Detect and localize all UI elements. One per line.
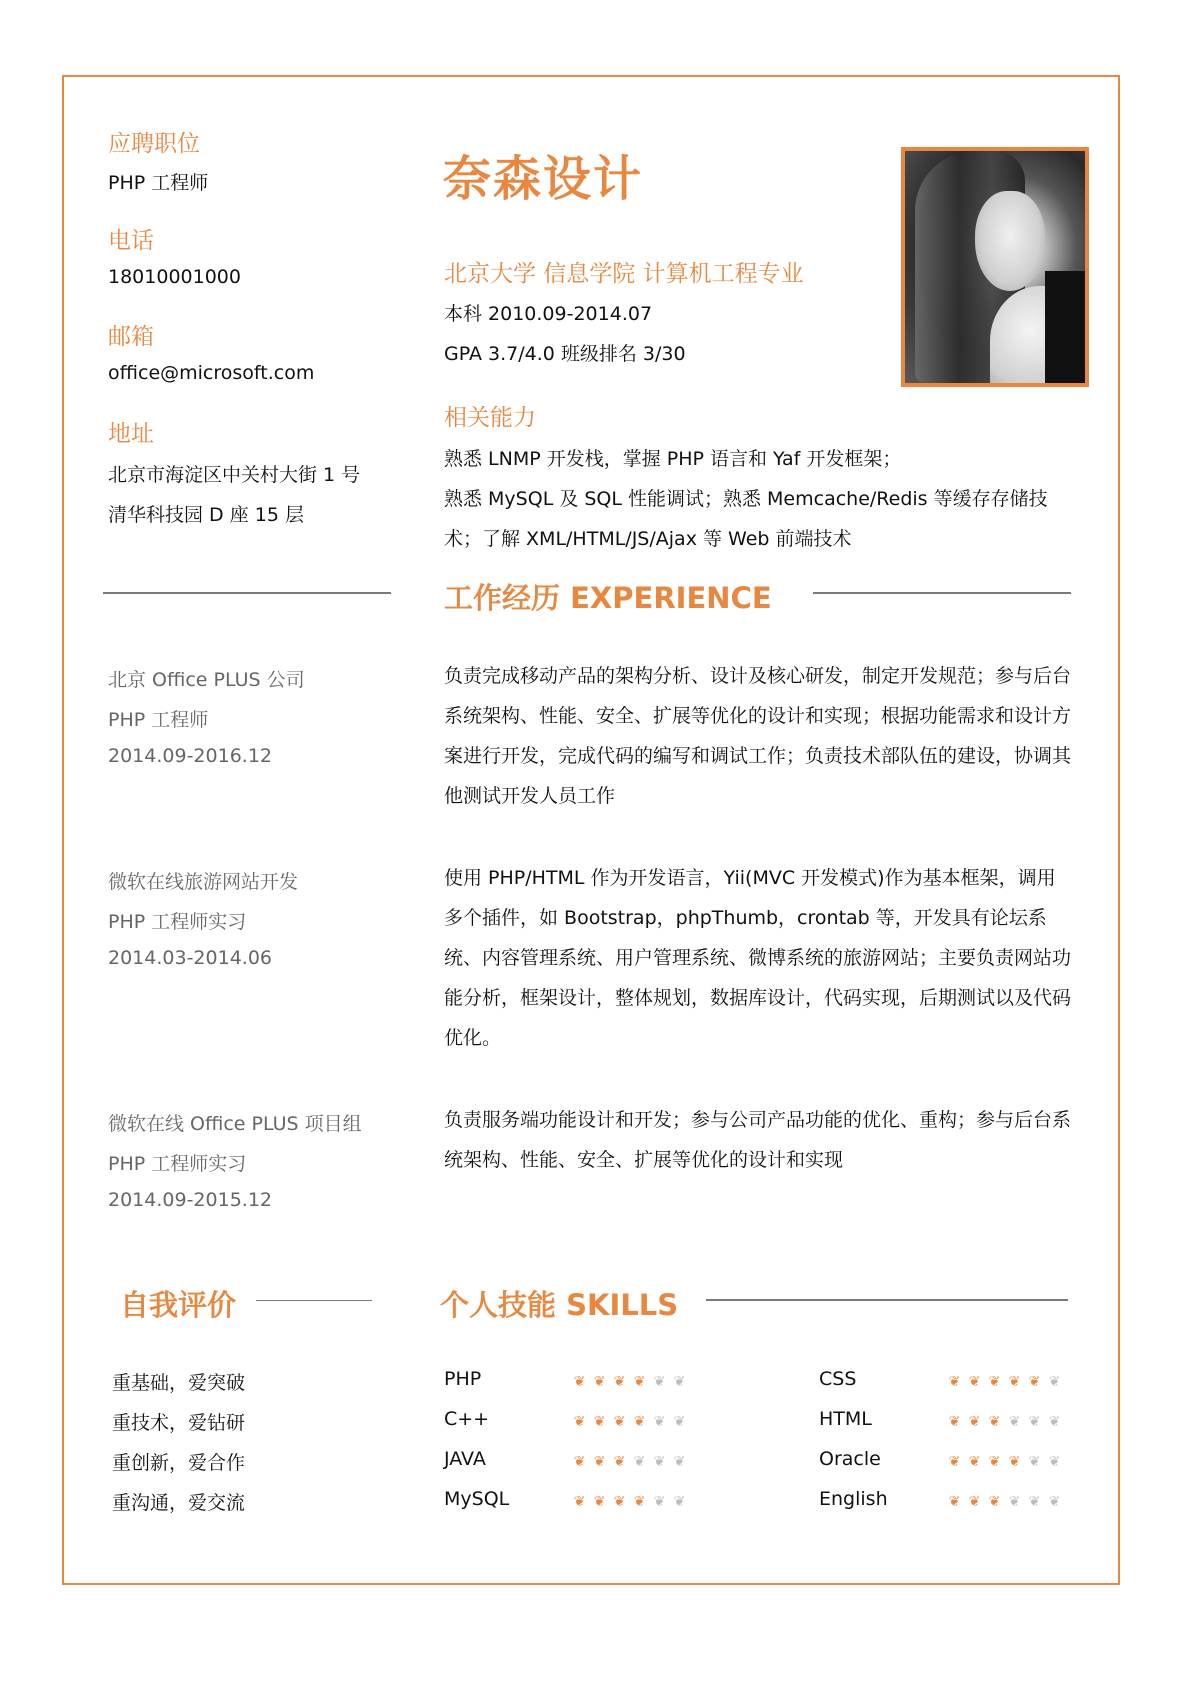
flourish-rating-icon: ❦ xyxy=(633,1414,646,1430)
experience-period: 2014.09-2016.12 xyxy=(108,745,272,767)
flourish-rating-icon: ❦ xyxy=(593,1414,606,1430)
flourish-rating-icon: ❦ xyxy=(1028,1454,1041,1470)
flourish-rating-icon: ❦ xyxy=(613,1494,626,1510)
flourish-rating-icon: ❦ xyxy=(1048,1494,1061,1510)
skill-name: HTML xyxy=(819,1408,872,1430)
flourish-rating-icon: ❦ xyxy=(673,1414,686,1430)
flourish-rating-icon: ❦ xyxy=(1008,1454,1021,1470)
skill-rating xyxy=(945,1374,1064,1390)
flourish-rating-icon: ❦ xyxy=(593,1454,606,1470)
flourish-rating-icon: ❦ xyxy=(1008,1374,1021,1390)
flourish-rating-icon: ❦ xyxy=(593,1494,606,1510)
flourish-rating-icon: ❦ xyxy=(673,1454,686,1470)
flourish-rating-icon: ❦ xyxy=(673,1374,686,1390)
flourish-rating-icon: ❦ xyxy=(1028,1374,1041,1390)
skill-rating xyxy=(570,1414,689,1430)
self-evaluation-title: 自我评价 xyxy=(120,1288,237,1322)
flourish-rating-icon: ❦ xyxy=(1008,1414,1021,1430)
flourish-rating-icon: ❦ xyxy=(1028,1414,1041,1430)
degree-period: 本科 2010.09-2014.07 xyxy=(444,303,653,325)
flourish-rating-icon: ❦ xyxy=(653,1374,666,1390)
experience-description: 负责服务端功能设计和开发；参与公司产品功能的优化、重构；参与后台系统架构、性能、安全、扩展等优化的设计和实现 xyxy=(444,1109,1072,1171)
experience-company: 微软在线 Office PLUS 项目组 xyxy=(108,1113,362,1135)
flourish-rating-icon: ❦ xyxy=(988,1454,1001,1470)
photo-face xyxy=(975,191,1045,291)
flourish-rating-icon: ❦ xyxy=(573,1494,586,1510)
photo-clothing xyxy=(1045,271,1089,387)
ability-line: 熟悉 LNMP 开发栈，掌握 PHP 语言和 Yaf 开发框架； xyxy=(444,448,902,470)
flourish-rating-icon: ❦ xyxy=(988,1494,1001,1510)
flourish-rating-icon: ❦ xyxy=(613,1454,626,1470)
skill-rating xyxy=(945,1494,1064,1510)
experience-period: 2014.03-2014.06 xyxy=(108,947,272,969)
flourish-rating-icon: ❦ xyxy=(1048,1454,1061,1470)
flourish-rating-icon: ❦ xyxy=(573,1414,586,1430)
skill-name: C++ xyxy=(444,1408,490,1430)
self-evaluation-item: 重创新，爱合作 xyxy=(112,1452,246,1474)
flourish-rating-icon: ❦ xyxy=(1028,1494,1041,1510)
flourish-rating-icon: ❦ xyxy=(988,1374,1001,1390)
self-evaluation-item: 重技术，爱钻研 xyxy=(112,1412,246,1434)
flourish-rating-icon: ❦ xyxy=(988,1414,1001,1430)
skill-rating xyxy=(945,1414,1064,1430)
address-label: 地址 xyxy=(108,421,154,447)
experience-description: 负责完成移动产品的架构分析、设计及核心研发，制定开发规范；参与后台系统架构、性能、安全、扩展等优化的设计和实现；根据功能需求和设计方案进行开发，完成代码的编写和调试工作；负责技术部队伍的建设，协调其他测试开发人员工作 xyxy=(444,665,1072,807)
flourish-rating-icon: ❦ xyxy=(1008,1494,1021,1510)
skills-title: 个人技能 SKILLS xyxy=(440,1288,679,1322)
skill-name: English xyxy=(819,1488,888,1510)
skill-name: PHP xyxy=(444,1368,482,1390)
flourish-rating-icon: ❦ xyxy=(968,1414,981,1430)
flourish-rating-icon: ❦ xyxy=(968,1374,981,1390)
experience-title: 工作经历 EXPERIENCE xyxy=(444,581,772,615)
experience-role: PHP 工程师实习 xyxy=(108,911,247,933)
candidate-name: 奈森设计 xyxy=(443,151,644,207)
experience-company: 北京 Office PLUS 公司 xyxy=(108,669,305,691)
self-evaluation-rule xyxy=(256,1300,372,1301)
skill-rating xyxy=(570,1454,689,1470)
experience-company: 微软在线旅游网站开发 xyxy=(108,871,299,893)
flourish-rating-icon: ❦ xyxy=(968,1454,981,1470)
skill-rating xyxy=(945,1454,1064,1470)
portrait-photo xyxy=(901,147,1089,387)
experience-rule-right xyxy=(813,592,1071,594)
email-value: office@microsoft.com xyxy=(108,362,315,384)
gpa-rank: GPA 3.7/4.0 班级排名 3/30 xyxy=(444,343,686,365)
skills-rule xyxy=(706,1299,1068,1301)
flourish-rating-icon: ❦ xyxy=(573,1454,586,1470)
experience-role: PHP 工程师实习 xyxy=(108,1153,247,1175)
flourish-rating-icon: ❦ xyxy=(633,1374,646,1390)
flourish-rating-icon: ❦ xyxy=(948,1414,961,1430)
skill-name: Oracle xyxy=(819,1448,881,1470)
email-label: 邮箱 xyxy=(108,324,154,350)
flourish-rating-icon: ❦ xyxy=(1048,1414,1061,1430)
flourish-rating-icon: ❦ xyxy=(948,1494,961,1510)
flourish-rating-icon: ❦ xyxy=(633,1454,646,1470)
position-label: 应聘职位 xyxy=(108,131,200,157)
flourish-rating-icon: ❦ xyxy=(948,1374,961,1390)
phone-value: 18010001000 xyxy=(108,266,241,288)
experience-period: 2014.09-2015.12 xyxy=(108,1189,272,1211)
flourish-rating-icon: ❦ xyxy=(653,1494,666,1510)
address-line2: 清华科技园 D 座 15 层 xyxy=(108,504,304,526)
education-title: 北京大学 信息学院 计算机工程专业 xyxy=(444,261,804,287)
skill-name: JAVA xyxy=(444,1448,486,1470)
flourish-rating-icon: ❦ xyxy=(653,1414,666,1430)
abilities-title: 相关能力 xyxy=(444,405,536,431)
skill-name: MySQL xyxy=(444,1488,510,1510)
skill-rating xyxy=(570,1494,689,1510)
skill-name: CSS xyxy=(819,1368,857,1390)
flourish-rating-icon: ❦ xyxy=(1048,1374,1061,1390)
experience-description: 使用 PHP/HTML 作为开发语言，Yii(MVC 开发模式)作为基本框架，调用多个插件，如 Bootstrap，phpThumb，crontab 等，开发具有论坛系统、内容管理系统、用户管理系统、微博系统的旅游网站；主要负责网站功能分析，框架设计，整体规划，数据库设计，代码实现，后期测试以及代码优化。 xyxy=(444,867,1072,1049)
position-value: PHP 工程师 xyxy=(108,172,209,194)
flourish-rating-icon: ❦ xyxy=(673,1494,686,1510)
ability-line: 熟悉 MySQL 及 SQL 性能调试；熟悉 Memcache/Redis 等缓存存储技 xyxy=(444,488,1048,510)
ability-line: 术；了解 XML/HTML/JS/Ajax 等 Web 前端技术 xyxy=(444,528,852,550)
experience-role: PHP 工程师 xyxy=(108,709,209,731)
flourish-rating-icon: ❦ xyxy=(653,1454,666,1470)
flourish-rating-icon: ❦ xyxy=(948,1454,961,1470)
flourish-rating-icon: ❦ xyxy=(633,1494,646,1510)
flourish-rating-icon: ❦ xyxy=(968,1494,981,1510)
flourish-rating-icon: ❦ xyxy=(613,1374,626,1390)
experience-rule-left xyxy=(103,592,391,594)
self-evaluation-item: 重基础，爱突破 xyxy=(112,1372,246,1394)
phone-label: 电话 xyxy=(108,228,154,254)
self-evaluation-item: 重沟通，爱交流 xyxy=(112,1492,246,1514)
flourish-rating-icon: ❦ xyxy=(573,1374,586,1390)
address-line1: 北京市海淀区中关村大街 1 号 xyxy=(108,464,361,486)
flourish-rating-icon: ❦ xyxy=(613,1414,626,1430)
skill-rating xyxy=(570,1374,689,1390)
flourish-rating-icon: ❦ xyxy=(593,1374,606,1390)
